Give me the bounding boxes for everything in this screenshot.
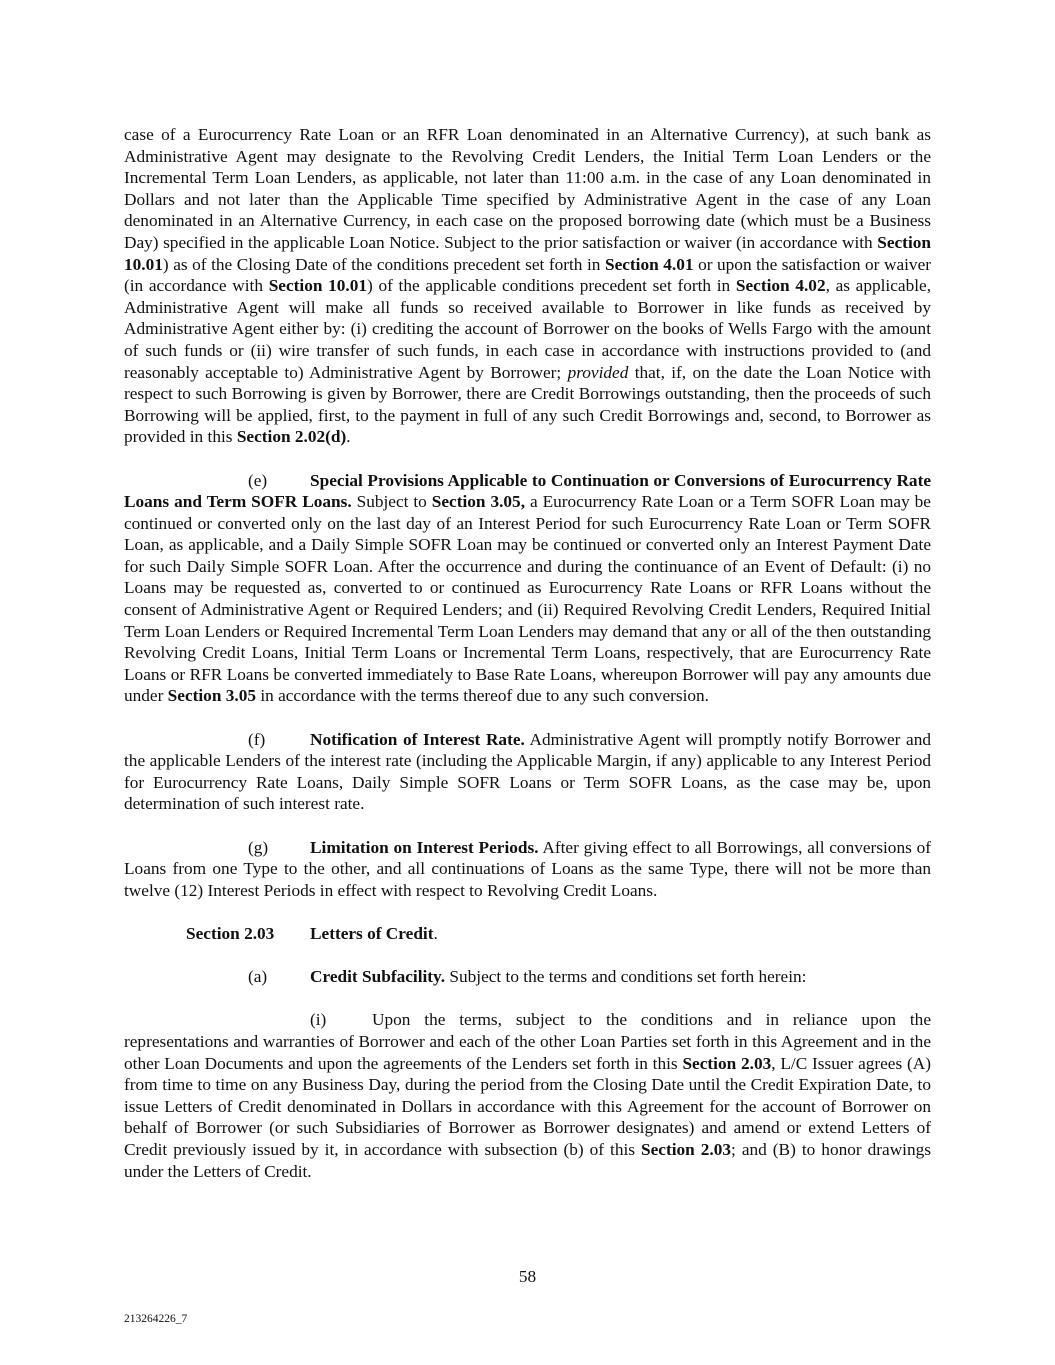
document-id: 213264226_7 bbox=[124, 1313, 188, 1325]
paragraph-g bbox=[124, 837, 931, 902]
text: case of a Eurocurrency Rate Loan or an RFR Loan denominated in an Alternative Currency), at such bank as Administrative Agent may designate to the Revolving Credit Lenders, the Initial Term Loan Lenders or the Incremental Term Loan Lenders, as applicable, not later than 11:00 a.m. in the case of any Loan denominated in Dollars and not later than the Applicable Time specified by Administrative Agent in the case of any Loan denominated in an Alternative Currency, in each case on the proposed borrowing date (which must be a Business Day) specified in the applicable Loan Notice. Subject to the prior satisfaction or waiver (in accordance with bbox=[124, 125, 931, 252]
section-number: Section 2.03 bbox=[186, 923, 275, 943]
text: Upon the terms, subject to the conditions and in reliance upon the representations and warranties of Borrower and each of the other Loan Parties set forth in this Agreement and in the other Loan Documents and upon the agreements of the Lenders set forth in this bbox=[124, 1010, 931, 1073]
text: , L/C Issuer agrees (A) from time to time on any Business Day, during the period from the Closing Date until the Credit Expiration Date, to issue Letters of Credit denominated in Dollars in accordance with this Agreement for the account of Borrower on behalf of Borrower (or such Subsidiaries of Borrower as Borrower designates) and amend or extend Letters of Credit previously issued by it, in accordance with subsection (b) of this bbox=[124, 1053, 931, 1159]
section-heading bbox=[124, 923, 931, 945]
text: ) as of the Closing Date of the conditions precedent set forth in bbox=[162, 254, 605, 274]
paragraph-label: (f) bbox=[248, 729, 266, 749]
text: After giving effect to all Borrowings, all conversions of Loans from one Type to the other, and all continuations of Loans as the same Type, there will not be more than twelve (12) Interest Periods in effect with respect to Revolving Credit Loans. bbox=[124, 837, 931, 900]
paragraph-label: (e) bbox=[248, 470, 268, 490]
section-ref: Section 4.02 bbox=[735, 276, 826, 296]
text: in accordance with the terms thereof due to any such conversion. bbox=[256, 686, 709, 706]
text: ) of the applicable conditions precedent set forth in bbox=[367, 276, 736, 296]
paragraph-label: (i) bbox=[310, 1010, 327, 1030]
section-ref: Section 2.03 bbox=[682, 1053, 772, 1073]
text: Subject to the terms and conditions set forth herein: bbox=[445, 967, 807, 987]
section-ref: Section 10.01 bbox=[124, 232, 931, 274]
text: . bbox=[433, 923, 438, 943]
text: or upon the satisfaction or waiver (in accordance with bbox=[124, 254, 932, 296]
italic-term: provided bbox=[567, 362, 629, 382]
section-ref: Section 4.01 bbox=[604, 254, 694, 274]
paragraph-i bbox=[124, 1009, 931, 1182]
paragraph-heading: Special Provisions Applicable to Continuation or Conversions of Eurocurrency Rate Loans and Term SOFR Loans. bbox=[124, 470, 931, 512]
paragraph-heading: Limitation on Interest Periods. bbox=[310, 837, 539, 857]
section-ref: Section 2.02(d) bbox=[236, 427, 347, 447]
page-number: 58 bbox=[518, 1267, 537, 1286]
text: Subject to bbox=[351, 492, 432, 512]
text: . bbox=[346, 427, 351, 447]
text: Administrative Agent will promptly notify Borrower and the applicable Lenders of the interest rate (including the Applicable Margin, if any) applicable to any Interest Period for Eurocurrency Rate Loans, Daily Simple SOFR Loans or Term SOFR Loans, as the case may be, upon determination of such interest rate. bbox=[124, 729, 932, 814]
section-ref: Section 3.05 bbox=[167, 686, 256, 706]
paragraph-heading: Credit Subfacility. bbox=[310, 967, 446, 987]
document-body bbox=[124, 124, 931, 1182]
text: a Eurocurrency Rate Loan or a Term SOFR Loan may be continued or converted only on the last day of an Interest Period for such Eurocurrency Rate Loan or Term SOFR Loan, as applicable, and a Daily Simple SOFR Loan may be continued or converted only an Interest Payment Date for such Daily Simple SOFR Loan. After the occurrence and during the continuance of an Event of Default: (i) no Loans may be requested as, converted to or continued as Eurocurrency Rate Loans or RFR Loans without the consent of Administrative Agent or Required Lenders; and (ii) Required Revolving Credit Lenders, Required Initial Term Loan Lenders or Required Incremental Term Loan Lenders may demand that any or all of the then outstanding Revolving Credit Loans, Initial Term Loans or Incremental Term Loans, respectively, that are Eurocurrency Rate Loans or RFR Loans be converted immediately to Base Rate Loans, whereupon Borrower will pay any amounts due under bbox=[124, 492, 931, 706]
text: ; and (B) to honor drawings under the Letters of Credit. bbox=[124, 1139, 931, 1181]
paragraph-f bbox=[124, 729, 931, 815]
paragraph-heading: Notification of Interest Rate. bbox=[310, 729, 525, 749]
paragraph-e bbox=[124, 470, 931, 708]
section-title: Letters of Credit bbox=[310, 923, 434, 943]
text: that, if, on the date the Loan Notice with respect to such Borrowing is given by Borrower, there are Credit Borrowings outstanding, then the proceeds of such Borrowing will be applied, first, to the payment in full of any such Credit Borrowings and, second, to Borrower as provided in this bbox=[124, 362, 932, 447]
paragraph-label: (g) bbox=[248, 837, 269, 857]
text: , as applicable, Administrative Agent will make all funds so received available to Borrower in like funds as received by Administrative Agent either by: (i) crediting the account of Borrower on the books of Wells Fargo with the amount of such funds or (ii) wire transfer of such funds, in each case in accordance with instructions provided to (and reasonably acceptable to) Administrative Agent by Borrower; bbox=[124, 276, 932, 382]
paragraph-a bbox=[124, 966, 931, 988]
paragraph-label: (a) bbox=[248, 967, 268, 987]
section-ref: Section 3.05, bbox=[431, 492, 526, 512]
section-ref: Section 10.01 bbox=[268, 276, 368, 296]
section-ref: Section 2.03 bbox=[641, 1139, 732, 1159]
paragraph-continuation bbox=[124, 124, 931, 448]
